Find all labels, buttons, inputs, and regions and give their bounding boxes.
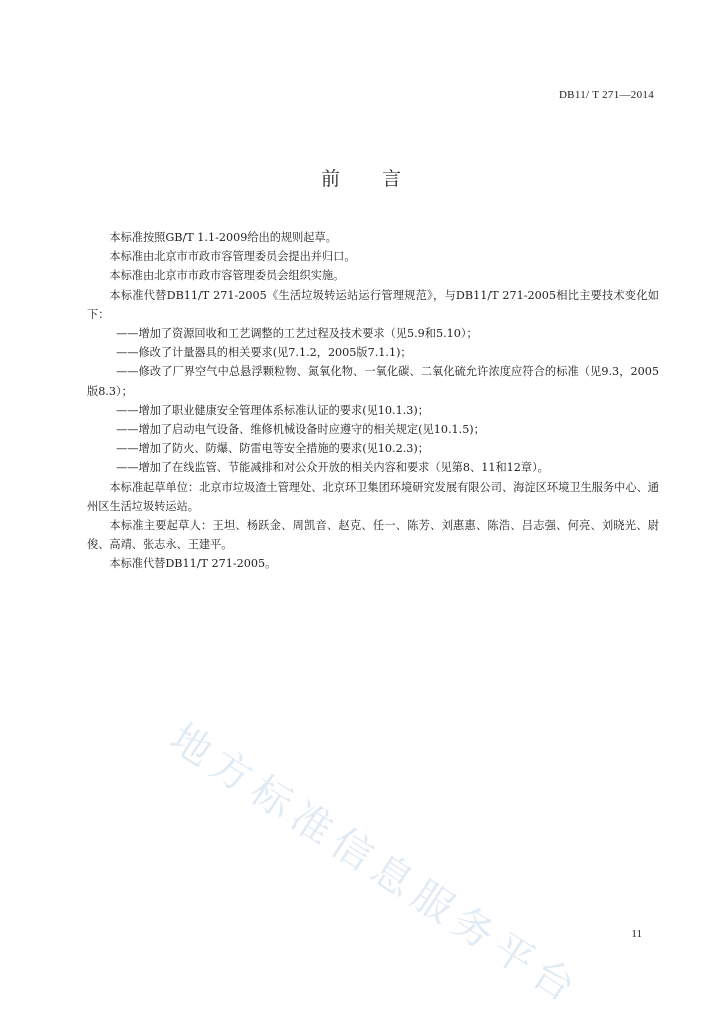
- change-item: ——增加了资源回收和工艺调整的工艺过程及技术要求（见5.9和5.10）；: [116, 327, 478, 341]
- change-item: ——增加了启动电气设备、维修机械设备时应遵守的相关规定(见10.1.5)；: [116, 423, 485, 437]
- standard-code: DB11/ T 271—2014: [558, 89, 654, 101]
- change-item: ——增加了防火、防爆、防雷电等安全措施的要求(见10.2.3)；: [116, 442, 429, 456]
- page-number: 11: [631, 928, 642, 940]
- change-item: ——增加了在线监管、节能减排和对公众开放的相关内容和要求（见第8、11和12章）。: [116, 461, 549, 475]
- change-item: ——修改了计量器具的相关要求(见7.1.2，2005版7.1.1)；: [116, 346, 412, 360]
- watermark: 地方标准信息服务平台: [161, 715, 590, 1016]
- paragraph-proposer: 本标准由北京市市政市容管理委员会提出并归口。: [109, 250, 356, 264]
- title-char-1: 前: [320, 168, 342, 190]
- foreword-body: [87, 228, 659, 574]
- page-title: [0, 164, 724, 191]
- paragraph-implementer: 本标准由北京市市政市容管理委员会组织实施。: [109, 269, 345, 283]
- title-char-2: 言: [382, 168, 404, 190]
- change-item: ——修改了厂界空气中总悬浮颗粒物、氮氧化物、一氧化碳、二氧化硫允许浓度应符合的标准（见9.3，2005版8.3）；: [87, 365, 659, 398]
- paragraph-drafting-rules: 本标准按照GB/T 1.1-2009给出的规则起草。: [109, 231, 337, 244]
- paragraph-drafting-units: 本标准起草单位：北京市垃圾渣土管理处、北京环卫集团环境研究发展有限公司、海淀区环境卫生服务中心、通州区生活垃圾转运站。: [87, 480, 659, 513]
- paragraph-replacement: 本标准代替DB11/T 271-2005《生活垃圾转运站运行管理规范》，与DB11/T 271-2005相比主要技术变化如下：: [87, 288, 659, 321]
- paragraph-drafters: 本标准主要起草人：王坦、杨跃金、周凯音、赵克、任一、陈芳、刘惠惠、陈浩、吕志强、何亮、刘晓光、尉俊、高靖、张志永、王建平。: [87, 519, 659, 552]
- paragraph-supersedes: 本标准代替DB11/T 271-2005。: [109, 557, 277, 571]
- change-item: ——增加了职业健康安全管理体系标准认证的要求(见10.1.3)；: [116, 403, 429, 417]
